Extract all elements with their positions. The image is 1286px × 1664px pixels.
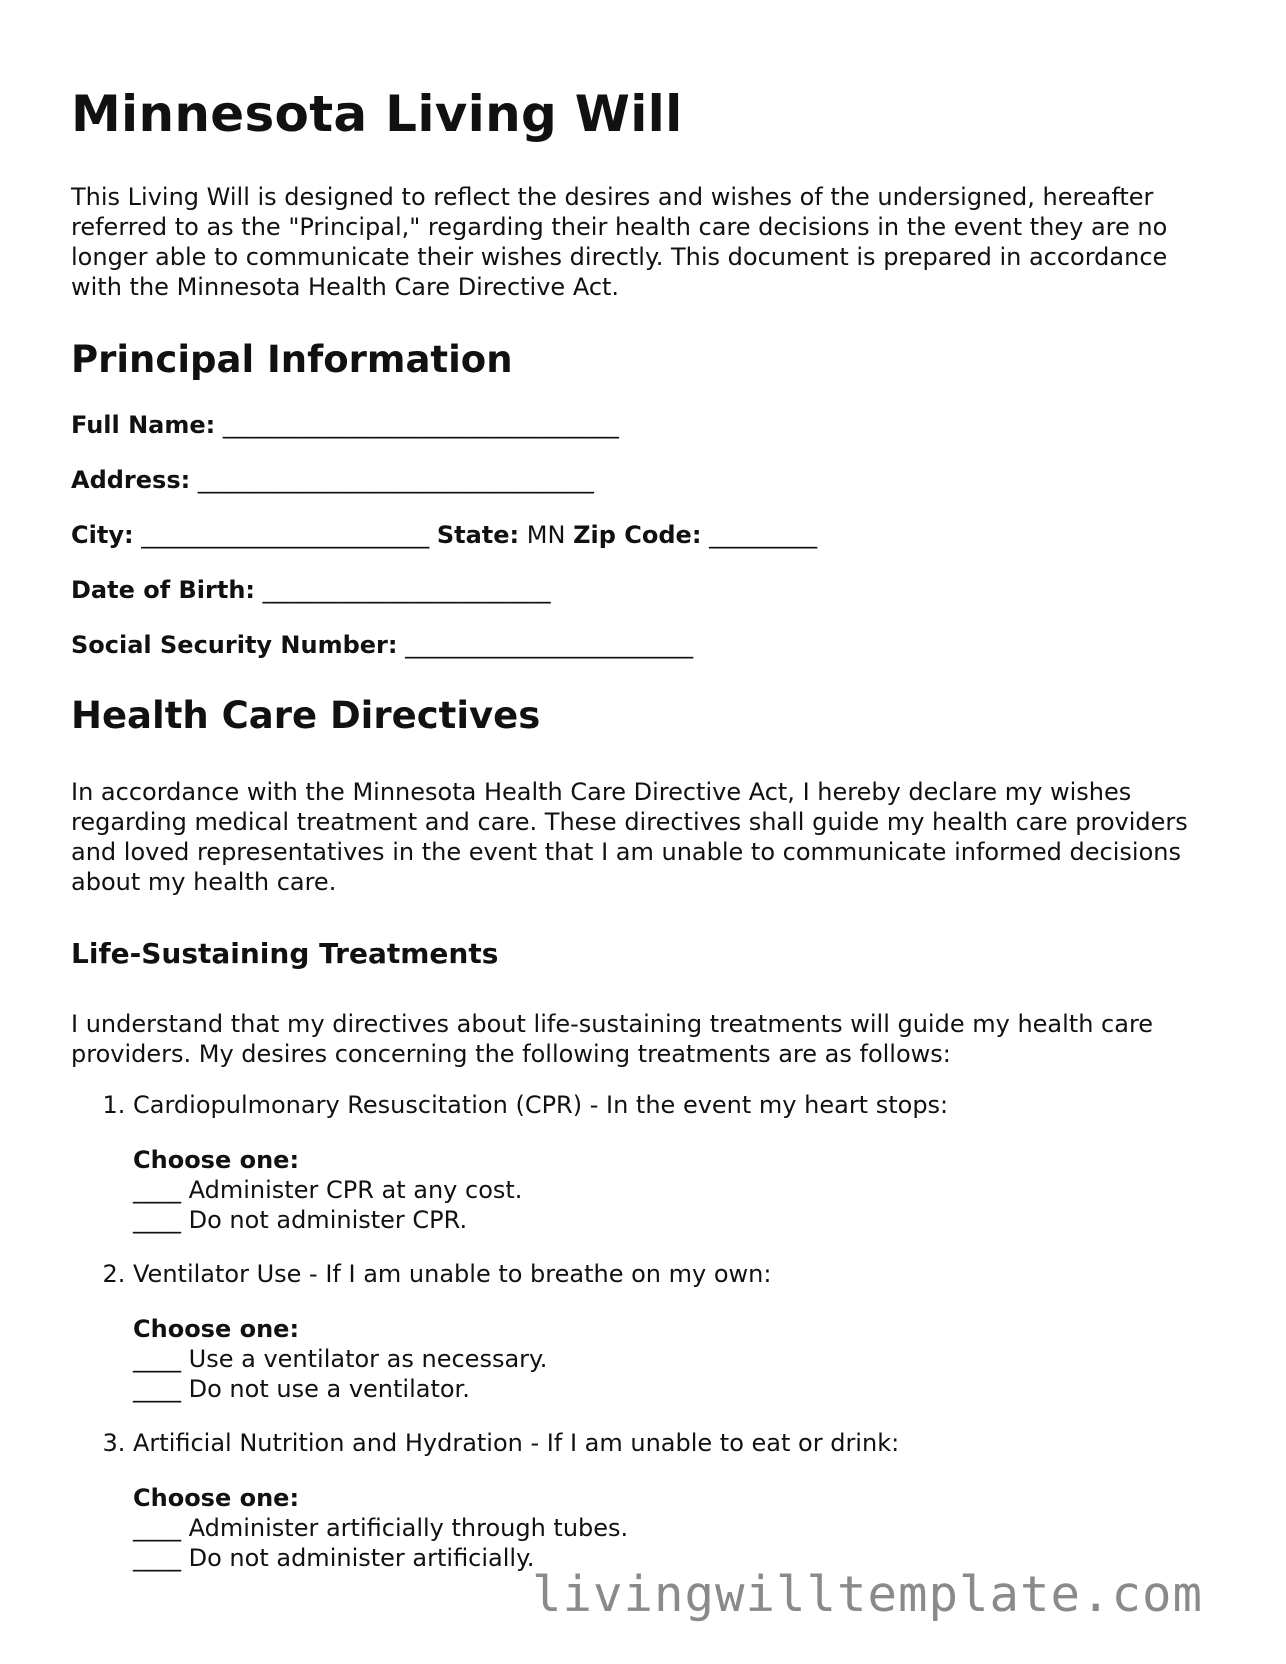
choice-blank[interactable]: ____ [133, 1345, 181, 1374]
state-value: MN [526, 521, 566, 550]
treatment-title: Artificial Nutrition and Hydration - If I am unable to eat or drink: [133, 1429, 900, 1458]
treatment-title: Ventilator Use - If I am unable to breathe on my own: [133, 1260, 772, 1289]
treatment-item-nutrition [133, 1428, 1221, 1573]
choice-text: Do not administer CPR. [188, 1206, 468, 1235]
choice-option [133, 1344, 1221, 1374]
full-name-label: Full Name: [71, 411, 216, 440]
full-name-field [71, 410, 1221, 440]
city-state-zip-field [71, 520, 1221, 550]
choice-group [133, 1145, 1221, 1235]
intro-paragraph: This Living Will is designed to reflect the desires and wishes of the undersigned, hereafter referred to as the "Principal," regarding their health care decisions in the event they are no longer able to communicate their wishes directly. This document is prepared in accordance with the Minnesota Health Care Directive Act. [71, 183, 1168, 301]
choice-text: Administer artificially through tubes. [188, 1514, 629, 1543]
choose-label: Choose one: [133, 1146, 300, 1175]
document-title: Minnesota Living Will [71, 85, 683, 143]
choice-option [133, 1513, 1221, 1543]
choice-group [133, 1483, 1221, 1573]
life-sustaining-heading: Life-Sustaining Treatments [71, 936, 499, 970]
choice-blank[interactable]: ____ [133, 1544, 181, 1573]
choice-option [133, 1175, 1221, 1205]
choice-blank[interactable]: ____ [133, 1375, 181, 1404]
choice-blank[interactable]: ____ [133, 1176, 181, 1205]
city-blank[interactable]: ________________________ [141, 521, 430, 550]
address-label: Address: [71, 466, 191, 495]
choice-text: Do not use a ventilator. [188, 1375, 470, 1404]
treatment-title: Cardiopulmonary Resuscitation (CPR) - In the event my heart stops: [133, 1091, 949, 1120]
dob-blank[interactable]: ________________________ [262, 576, 551, 605]
address-blank[interactable]: _________________________________ [197, 466, 594, 495]
document-page [71, 84, 1221, 1573]
zip-label: Zip Code: [573, 521, 702, 550]
ssn-blank[interactable]: ________________________ [405, 631, 694, 660]
ssn-field [71, 630, 1221, 660]
address-field [71, 465, 1221, 495]
state-label: State: [436, 521, 520, 550]
dob-label: Date of Birth: [71, 576, 256, 605]
zip-blank[interactable]: _________ [709, 521, 818, 550]
directives-heading: Health Care Directives [71, 694, 541, 738]
choice-option [133, 1374, 1221, 1404]
choice-text: Administer CPR at any cost. [188, 1176, 523, 1205]
choice-group [133, 1314, 1221, 1404]
choice-blank[interactable]: ____ [133, 1514, 181, 1543]
choice-option [133, 1205, 1221, 1235]
choose-label: Choose one: [133, 1315, 300, 1344]
full-name-blank[interactable]: _________________________________ [222, 411, 619, 440]
dob-field [71, 575, 1221, 605]
ssn-label: Social Security Number: [71, 631, 398, 660]
treatment-list [71, 1090, 1221, 1573]
choice-blank[interactable]: ____ [133, 1206, 181, 1235]
directives-paragraph: In accordance with the Minnesota Health Care Directive Act, I hereby declare my wishes regarding medical treatment and care. These directives shall guide my health care providers and loved representatives in the event that I am unable to communicate informed decisions about my health care. [71, 777, 1188, 896]
treatment-item-cpr [133, 1090, 1221, 1235]
choice-text: Use a ventilator as necessary. [188, 1345, 548, 1374]
watermark: livingwilltemplate.com [532, 1566, 1204, 1623]
choose-label: Choose one: [133, 1484, 300, 1513]
choice-text: Do not administer artificially. [188, 1544, 535, 1573]
city-label: City: [71, 521, 134, 550]
principal-heading: Principal Information [71, 338, 513, 381]
treatment-item-ventilator [133, 1259, 1221, 1404]
life-sustaining-paragraph: I understand that my directives about life-sustaining treatments will guide my health care providers. My desires concerning the following treatments are as follows: [71, 1010, 1154, 1069]
